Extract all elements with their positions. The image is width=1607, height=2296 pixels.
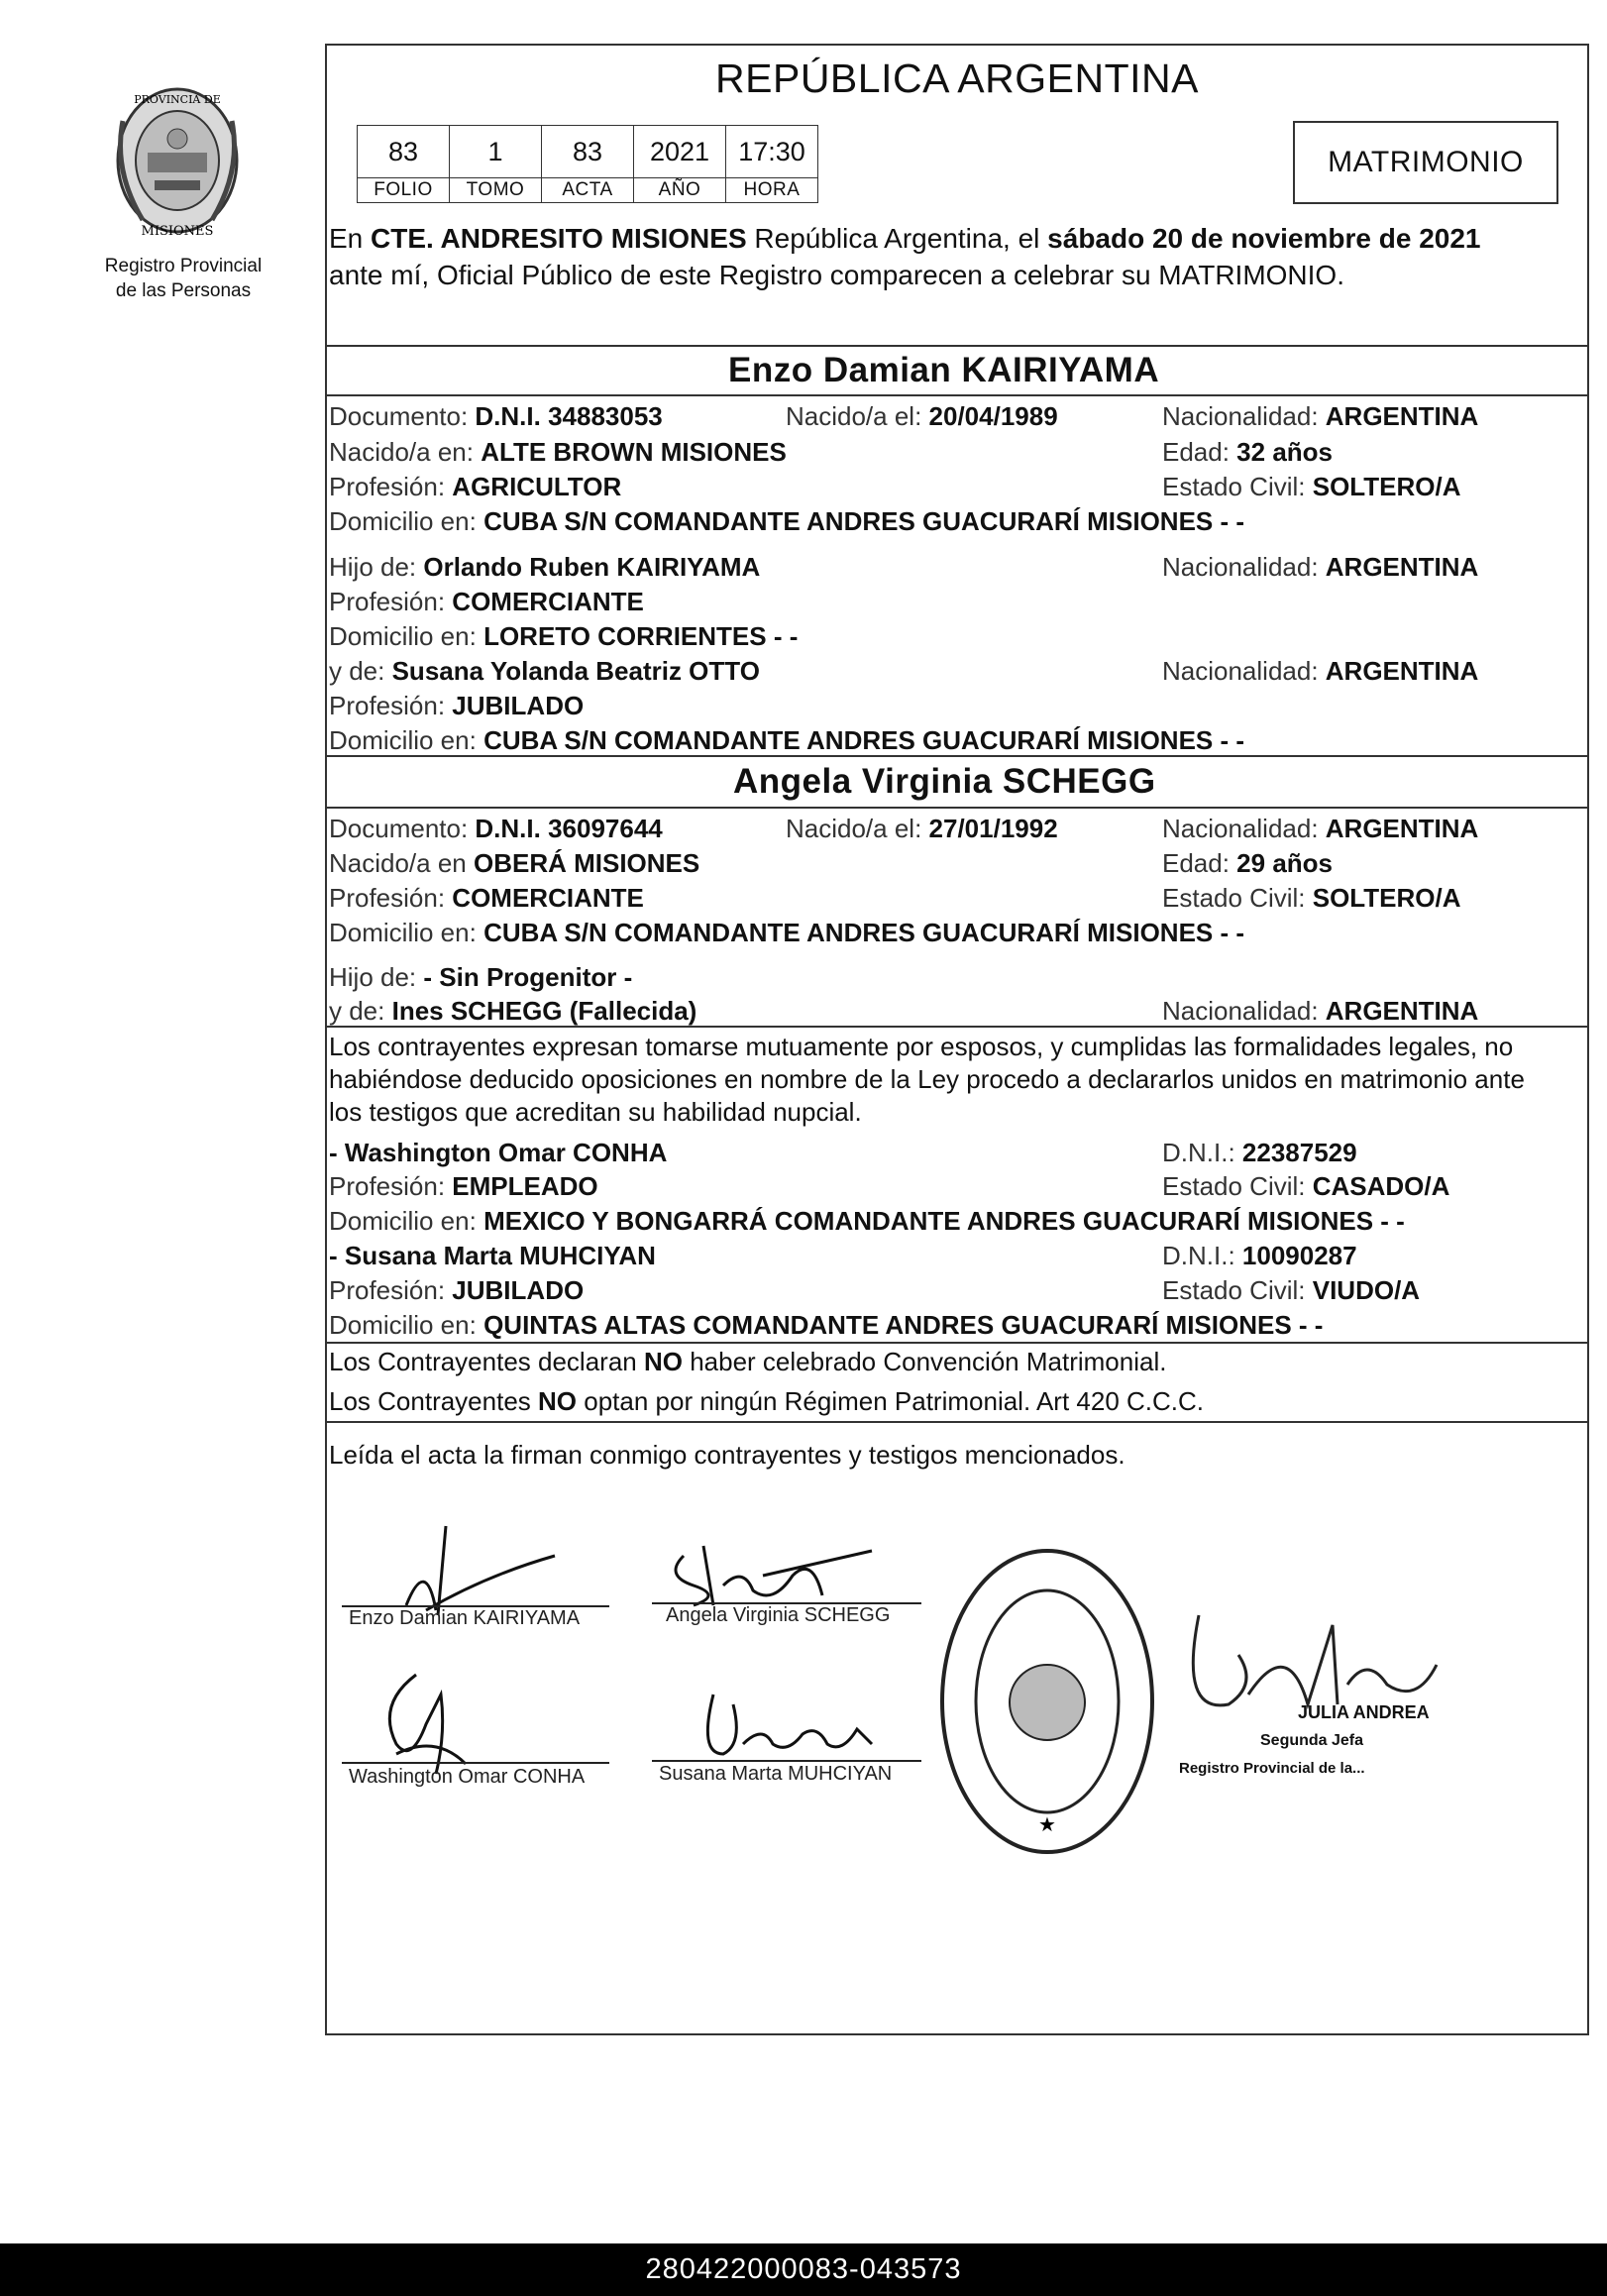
spouse1-mother: y de: Susana Yolanda Beatriz OTTO [329, 656, 760, 686]
spouse2-mother: y de: Ines SCHEGG (Fallecida) [329, 996, 697, 1026]
spouse2-age: Edad: 29 años [1162, 848, 1333, 878]
svg-text:MISIONES: MISIONES [141, 224, 214, 239]
spouse2-doc: Documento: D.N.I. 36097644 [329, 814, 663, 843]
spouse2-civil: Estado Civil: SOLTERO/A [1162, 883, 1461, 913]
hora-label: HORA [726, 178, 818, 203]
spouse2-name: Angela Virginia SCHEGG [733, 762, 1156, 801]
regime-line-1: Los Contrayentes declaran NO haber celebrado Convención Matrimonial. [329, 1347, 1167, 1376]
spouse1-birthplace: Nacido/a en: ALTE BROWN MISIONES [329, 437, 787, 467]
spouse2-prof: Profesión: COMERCIANTE [329, 883, 644, 913]
signature-witness2 [694, 1685, 892, 1764]
intro-line-2: ante mí, Oficial Público de este Registro comparecen a celebrar su MATRIMONIO. [329, 260, 1344, 290]
spouse1-father-nat: Nacionalidad: ARGENTINA [1162, 552, 1479, 582]
folio-value: 83 [358, 126, 450, 178]
logo-caption-1: Registro Provincial [104, 256, 263, 276]
spouse1-father: Hijo de: Orlando Ruben KAIRIYAMA [329, 552, 761, 582]
spouse1-mother-prof: Profesión: JUBILADO [329, 691, 585, 720]
witness1-prof: Profesión: EMPLEADO [329, 1171, 598, 1201]
spouse1-father-prof: Profesión: COMERCIANTE [329, 587, 644, 616]
closing-text: Leída el acta la firman conmigo contrayentes y testigos mencionados. [329, 1440, 1125, 1470]
spouse2-mother-nat: Nacionalidad: ARGENTINA [1162, 996, 1479, 1026]
officer-title: Segunda Jefa [1260, 1732, 1364, 1749]
spouse1-born: Nacido/a el: 20/04/1989 [786, 401, 1058, 431]
witness1-name: - Washington Omar CONHA [329, 1138, 668, 1167]
spouse1-civil: Estado Civil: SOLTERO/A [1162, 472, 1461, 501]
officer-name: JULIA ANDREA [1298, 1702, 1430, 1722]
spouse1-father-addr: Domicilio en: LORETO CORRIENTES - - [329, 621, 799, 651]
sig-caption-spouse2: Angela Virginia SCHEGG [666, 1604, 891, 1626]
acta-value: 83 [542, 126, 634, 178]
spouse2-nat: Nacionalidad: ARGENTINA [1162, 814, 1479, 843]
tomo-value: 1 [450, 126, 542, 178]
acta-label: ACTA [542, 178, 634, 203]
svg-text:★: ★ [1038, 1812, 1056, 1836]
sig-caption-witness2: Susana Marta MUHCIYAN [659, 1763, 893, 1785]
spouse1-addr: Domicilio en: CUBA S/N COMANDANTE ANDRES GUACURARÍ MISIONES - - [329, 506, 1245, 536]
witness1-dni: D.N.I.: 22387529 [1162, 1138, 1357, 1167]
spouse1-mother-addr: Domicilio en: CUBA S/N COMANDANTE ANDRES GUACURARÍ MISIONES - - [329, 725, 1245, 755]
sig-caption-spouse1: Enzo Damian KAIRIYAMA [349, 1607, 581, 1629]
intro-line-1: En CTE. ANDRESITO MISIONES República Argentina, el sábado 20 de noviembre de 2021 [329, 223, 1481, 254]
regime-line-2: Los Contrayentes NO optan por ningún Régimen Patrimonial. Art 420 C.C.C. [329, 1386, 1205, 1416]
witness2-addr: Domicilio en: QUINTAS ALTAS COMANDANTE ANDRES GUACURARÍ MISIONES - - [329, 1310, 1324, 1340]
declaration-line-2: habiéndose deducido oposiciones en nombre de la Ley procedo a declararlos unidos en matrimonio ante [329, 1064, 1525, 1094]
spouse2-born: Nacido/a el: 27/01/1992 [786, 814, 1058, 843]
logo-caption-2: de las Personas [115, 280, 252, 301]
declaration-line-1: Los contrayentes expresan tomarse mutuamente por esposos, y cumplidas las formalidades legales, no [329, 1032, 1514, 1061]
witness2-prof: Profesión: JUBILADO [329, 1275, 585, 1305]
official-stamp [936, 1544, 1159, 1859]
spouse1-age: Edad: 32 años [1162, 437, 1333, 467]
spouse1-mother-nat: Nacionalidad: ARGENTINA [1162, 656, 1479, 686]
registry-logo [103, 81, 252, 250]
witness1-civil: Estado Civil: CASADO/A [1162, 1171, 1450, 1201]
tomo-label: TOMO [450, 178, 542, 203]
declaration-line-3: los testigos que acreditan su habilidad nupcial. [329, 1097, 862, 1127]
folio-label: FOLIO [358, 178, 450, 203]
sig-caption-witness1: Washington Omar CONHA [349, 1766, 586, 1788]
act-type-box: MATRIMONIO [1293, 121, 1558, 204]
anio-label: AÑO [634, 178, 726, 203]
anio-value: 2021 [634, 126, 726, 178]
spouse2-addr: Domicilio en: CUBA S/N COMANDANTE ANDRES GUACURARÍ MISIONES - - [329, 918, 1245, 947]
spouse2-birthplace: Nacido/a en OBERÁ MISIONES [329, 848, 700, 878]
spouse2-father: Hijo de: - Sin Progenitor - [329, 962, 633, 992]
barcode-number: 280422000083-043573 [0, 2243, 1607, 2296]
witness2-dni: D.N.I.: 10090287 [1162, 1241, 1357, 1270]
country-title: REPÚBLICA ARGENTINA [715, 55, 1199, 101]
spouse1-name: Enzo Damian KAIRIYAMA [728, 351, 1160, 389]
svg-text:PROVINCIA DE: PROVINCIA DE [134, 93, 221, 106]
hora-value: 17:30 [726, 126, 818, 178]
officer-office: Registro Provincial de la... [1179, 1760, 1365, 1777]
spouse1-nat: Nacionalidad: ARGENTINA [1162, 401, 1479, 431]
witness1-addr: Domicilio en: MEXICO Y BONGARRÁ COMANDANTE ANDRES GUACURARÍ MISIONES - - [329, 1206, 1405, 1236]
witness2-civil: Estado Civil: VIUDO/A [1162, 1275, 1421, 1305]
registry-table [357, 125, 818, 203]
spouse1-doc: Documento: D.N.I. 34883053 [329, 401, 663, 431]
spouse1-prof: Profesión: AGRICULTOR [329, 472, 622, 501]
witness2-name: - Susana Marta MUHCIYAN [329, 1241, 656, 1270]
